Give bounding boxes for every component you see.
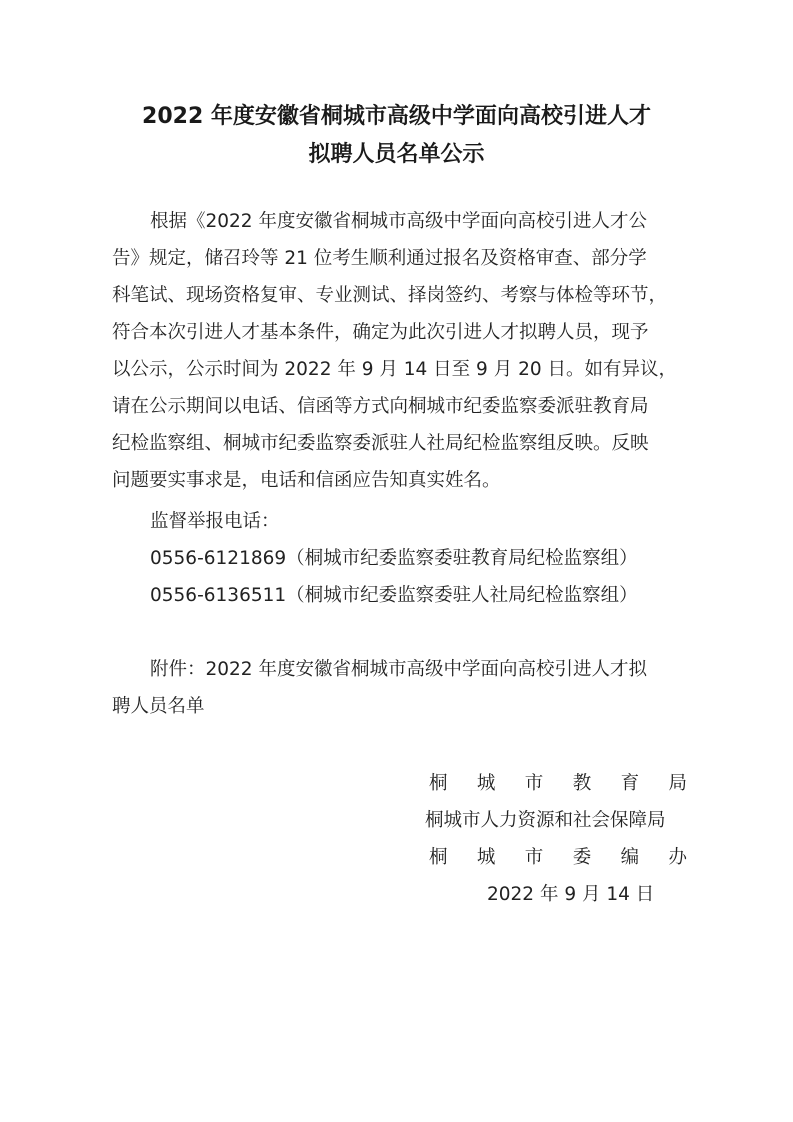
title-line-2: 拟聘人员名单公示 [308, 142, 485, 167]
hotline-1: 0556-6121869（桐城市纪委监察委驻教育局纪检监察组） [150, 548, 638, 569]
body-line-8: 问题要实事求是，电话和信函应告知真实姓名。 [112, 470, 501, 491]
body-line-4: 符合本次引进人才基本条件，确定为此次引进人才拟聘人员，现予 [112, 322, 649, 343]
attachment-line-1: 附件：2022 年度安徽省桐城市高级中学面向高校引进人才拟 [150, 659, 647, 680]
hotline-2: 0556-6136511（桐城市纪委监察委驻人社局纪检监察组） [150, 585, 638, 606]
signature-org-3-text: 桐城市委编办 [429, 847, 687, 868]
attachment-line-2: 聘人员名单 [112, 696, 205, 717]
title-line-1: 2022 年度安徽省桐城市高级中学面向高校引进人才 [142, 104, 651, 129]
signature-org-1 [429, 768, 687, 800]
body-line-7: 纪检监察组、桐城市纪委监察委派驻人社局纪检监察组反映。反映 [112, 433, 649, 454]
body-line-1: 根据《2022 年度安徽省桐城市高级中学面向高校引进人才公 [150, 211, 647, 232]
body-line-6: 请在公示期间以电话、信函等方式向桐城市纪委监察委派驻教育局 [112, 396, 649, 417]
signature-org-1-text: 桐城市教育局 [429, 773, 687, 794]
body-line-3: 科笔试、现场资格复审、专业测试、择岗签约、考察与体检等环节， [112, 285, 668, 306]
signature-org-2: 桐城市人力资源和社会保障局 [425, 810, 666, 831]
hotline-label: 监督举报电话： [150, 511, 280, 532]
body-line-2: 告》规定，储召玲等 21 位考生顺利通过报名及资格审查、部分学 [112, 248, 647, 269]
body-line-5: 以公示，公示时间为 2022 年 9 月 14 日至 9 月 20 日。如有异议， [112, 359, 678, 380]
signature-org-3 [429, 842, 687, 874]
signature-date: 2022 年 9 月 14 日 [487, 884, 655, 905]
